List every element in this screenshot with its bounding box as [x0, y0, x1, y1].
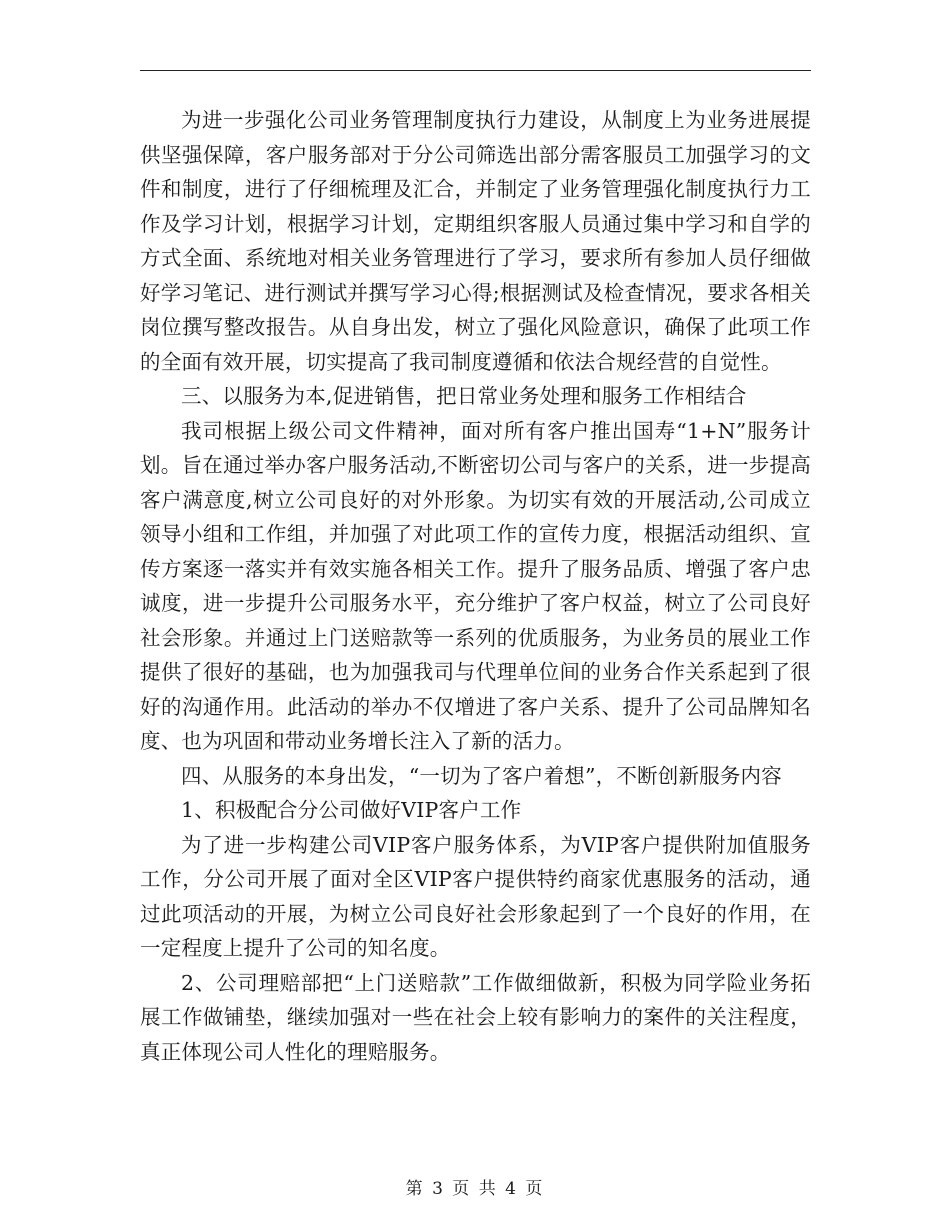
paragraph-service-plan: 我司根据上级公司文件精神，面对所有客户推出国寿“1+N”服务计划。旨在通过举办客户服务活动,不断密切公司与客户的关系，进一步提高客户满意度,树立公司良好的对外形象。为切实有效的开展活动,公司成立领导小组和工作组，并加强了对此项工作的宣传力度，根据活动组织、宣传方案逐一落实并有效实施各相关工作。提升了服务品质、增强了客户忠诚度，进一步提升公司服务水平，充分维护了客户权益，树立了公司良好社会形象。并通过上门送赔款等一系列的优质服务，为业务员的展业工作提供了很好的基础，也为加强我司与代理单位间的业务合作关系起到了很好的沟通作用。此活动的举办不仅增进了客户关系、提升了公司品牌知名度、也为巩固和带动业务增长注入了新的活力。 — [140, 418, 811, 753]
paragraph-claims-service: 2、公司理赔部把“上门送赔款”工作做细做新，积极为同学险业务拓展工作做铺垫，继续加强对一些在社会上较有影响力的案件的关注程度，真正体现公司人性化的理赔服务。 — [140, 970, 811, 1064]
subheading-vip: 1、积极配合分公司做好VIP客户工作 — [181, 798, 522, 822]
paragraph-vip-service: 为了进一步构建公司VIP客户服务体系，为VIP客户提供附加值服务工作，分公司开展了面对全区VIP客户提供特约商家优惠服务的活动，通过此项活动的开展，为树立公司良好社会形象起到了一个良好的作用，在一定程度上提升了公司的知名度。 — [140, 832, 811, 960]
document-body — [140, 103, 811, 1069]
page-footer: 第 3 页 共 4 页 — [405, 1179, 545, 1199]
section-heading-three: 三、以服务为本,促进销售，把日常业务处理和服务工作相结合 — [181, 384, 747, 408]
paragraph-improvement-plan: 为进一步强化公司业务管理制度执行力建设，从制度上为业务进展提供坚强保障，客户服务部对于分公司筛选出部分需客服员工加强学习的文件和制度，进行了仔细梳理及汇合，并制定了业务管理强化制度执行力工作及学习计划，根据学习计划，定期组织客服人员通过集中学习和自学的方式全面、系统地对相关业务管理进行了学习，要求所有参加人员仔细做好学习笔记、进行测试并撰写学习心得;根据测试及检查情况，要求各相关岗位撰写整改报告。从自身出发，树立了强化风险意识，确保了此项工作的全面有效开展，切实提高了我司制度遵循和依法合规经营的自觉性。 — [140, 108, 811, 374]
section-heading-four: 四、从服务的本身出发，“一切为了客户着想”，不断创新服务内容 — [181, 763, 782, 788]
header-rule — [140, 70, 811, 71]
